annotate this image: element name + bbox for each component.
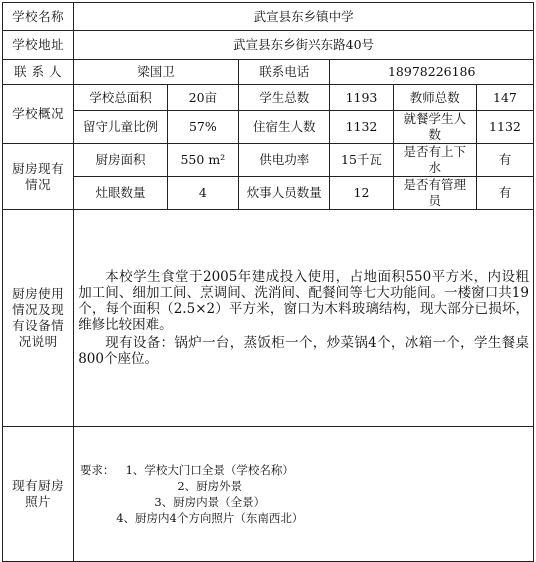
row-usage [3, 210, 534, 427]
manager-label: 是否有管理员 [393, 177, 476, 210]
row-overview-2 [3, 111, 534, 144]
power-label: 供电功率 [238, 144, 330, 177]
phone-value: 18978226186 [330, 60, 534, 85]
row-overview-1 [3, 85, 534, 111]
row-school-name [3, 3, 534, 31]
row-kitchen-2 [3, 177, 534, 210]
manager-value: 有 [476, 177, 533, 210]
kitchen-area-label: 厨房面积 [74, 144, 168, 177]
water-label: 是否有上下水 [393, 144, 476, 177]
school-area-label: 学校总面积 [74, 85, 168, 111]
requirement-list [116, 462, 303, 526]
school-address-value: 武宣县东乡街兴东路40号 [74, 31, 534, 60]
survey-table [2, 2, 534, 562]
school-address-label: 学校地址 [3, 31, 74, 60]
usage-paragraph-1: 本校学生食堂于2005年建成投入使用，占地面积550平方米，内设粗加工间、细加工间、烹调间、洗消间、配餐间等七大功能间。一楼窗口共19个，每个面积（2.5×2）平方米，窗口为木料玻璃结构，现大部分已损坏，维修比较困难。 [78, 269, 529, 333]
usage-label: 厨房使用情况及现有设备情况说明 [3, 210, 74, 427]
requirement-item: 1、学校大门口全景（学校名称） [125, 463, 294, 477]
boarders-value: 1132 [330, 111, 393, 144]
left-behind-value: 57% [167, 111, 238, 144]
teachers-value: 147 [476, 85, 533, 111]
row-kitchen-1 [3, 144, 534, 177]
boarders-label: 住宿生人数 [238, 111, 330, 144]
requirement-item: 4、厨房内4个方向照片（东南西北） [116, 511, 304, 525]
kitchen-label: 厨房现有情况 [3, 144, 74, 210]
phone-label: 联系电话 [238, 60, 330, 85]
contact-value: 梁国卫 [74, 60, 239, 85]
stoves-value: 4 [167, 177, 238, 210]
left-behind-label: 留守儿童比例 [74, 111, 168, 144]
row-contact [3, 60, 534, 85]
staff-label: 炊事人员数量 [238, 177, 330, 210]
usage-paragraph-2: 现有设备：锅炉一台，蒸饭柜一个，炒菜锅4个，冰箱一个，学生餐桌800个座位。 [78, 335, 529, 367]
water-value: 有 [476, 144, 533, 177]
kitchen-area-value: 550 m² [167, 144, 238, 177]
diners-value: 1132 [476, 111, 533, 144]
requirement-item: 3、厨房内景（全景） [154, 495, 266, 509]
teachers-label: 教师总数 [393, 85, 476, 111]
row-photos [3, 427, 534, 562]
students-value: 1193 [330, 85, 393, 111]
power-value: 15千瓦 [330, 144, 393, 177]
photos-requirements [74, 427, 534, 562]
overview-label: 学校概况 [3, 85, 74, 144]
students-label: 学生总数 [238, 85, 330, 111]
row-school-address [3, 31, 534, 60]
requirement-item: 2、厨房外景 [177, 479, 243, 493]
kitchen-survey-form [2, 2, 534, 554]
stoves-label: 灶眼数量 [74, 177, 168, 210]
requirement-title: 要求： [79, 463, 115, 477]
school-name-value: 武宣县东乡镇中学 [74, 3, 534, 31]
diners-label: 就餐学生人数 [393, 111, 476, 144]
usage-description [74, 210, 534, 427]
photos-label: 现有厨房照片 [3, 427, 74, 562]
staff-value: 12 [330, 177, 393, 210]
contact-label: 联 系 人 [3, 60, 74, 85]
school-name-label: 学校名称 [3, 3, 74, 31]
school-area-value: 20亩 [167, 85, 238, 111]
